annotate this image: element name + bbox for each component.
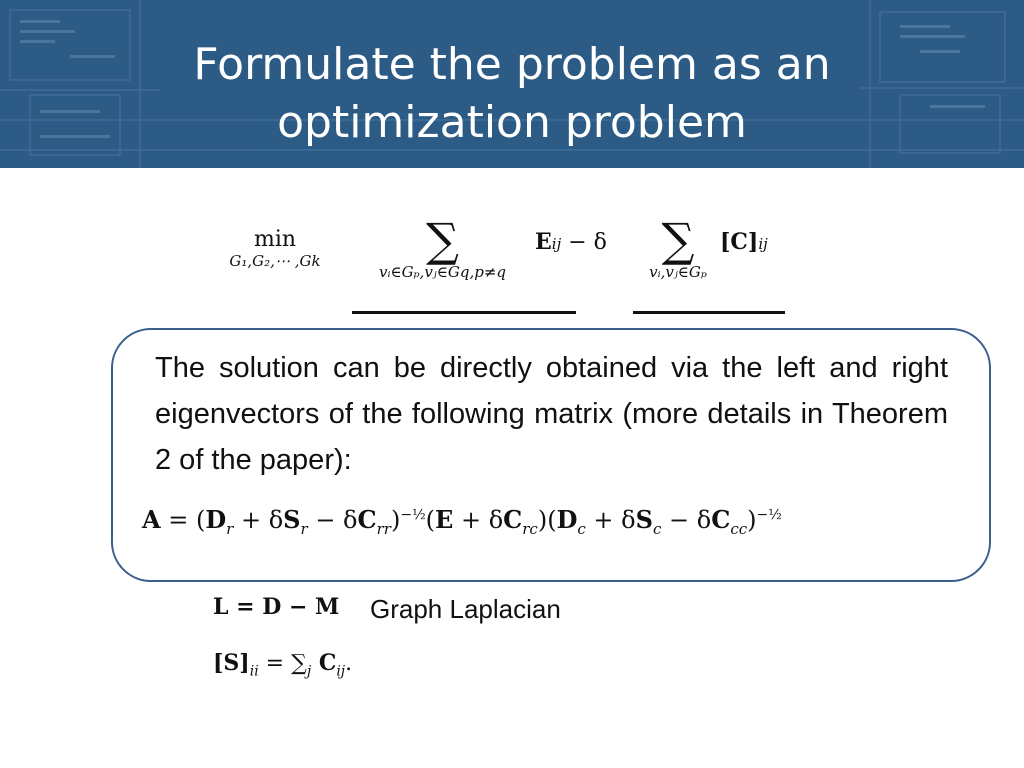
degree-equation: $[S]_{ii} = \sum_j$ $C_{ij}$. [213,650,353,680]
sum-symbol-1: ∑ [426,213,459,267]
underline-2 [633,311,785,314]
objective-equation [205,215,795,320]
min-subscript: G₁,G₂,⋯ ,Gk [229,252,321,270]
objective-term-1: Eij − δ [535,229,607,255]
sum-2-subscript: vᵢ,vⱼ∈Gₚ [649,263,707,281]
laplacian-equation: L = D − M [213,594,340,620]
slide-header [0,0,1024,168]
laplacian-label: Graph Laplacian [370,594,561,624]
min-word: min [253,227,297,252]
sum-operator-1 [345,213,540,281]
title-line-2: optimization problem [277,97,747,148]
callout-text: The solution can be directly obtained via the left and right eigenvectors of the following matrix (more details in Theorem 2 of the paper): [155,352,948,476]
sum-1-subscript: vᵢ∈Gₚ,vⱼ∈Gq,p≠q [378,263,507,281]
minus-delta: − δ [568,230,607,255]
underline-1 [352,311,576,314]
sum-operator-2 [623,213,733,281]
title-line-1: Formulate the problem as an [193,39,831,90]
slide-title [0,36,1024,152]
matrix-a-equation: $A = (D_r + \delta S_r - \delta C_{rr})^{-\frac{1}{2}}(E + \delta C_{rc})(D_c + \delta S_c - \delta C_{cc})^{-\frac{1}{2}}$ [142,505,782,538]
min-operator [205,227,345,270]
sum-symbol-2: ∑ [661,213,695,267]
objective-term-2: [C]ij [720,229,768,255]
